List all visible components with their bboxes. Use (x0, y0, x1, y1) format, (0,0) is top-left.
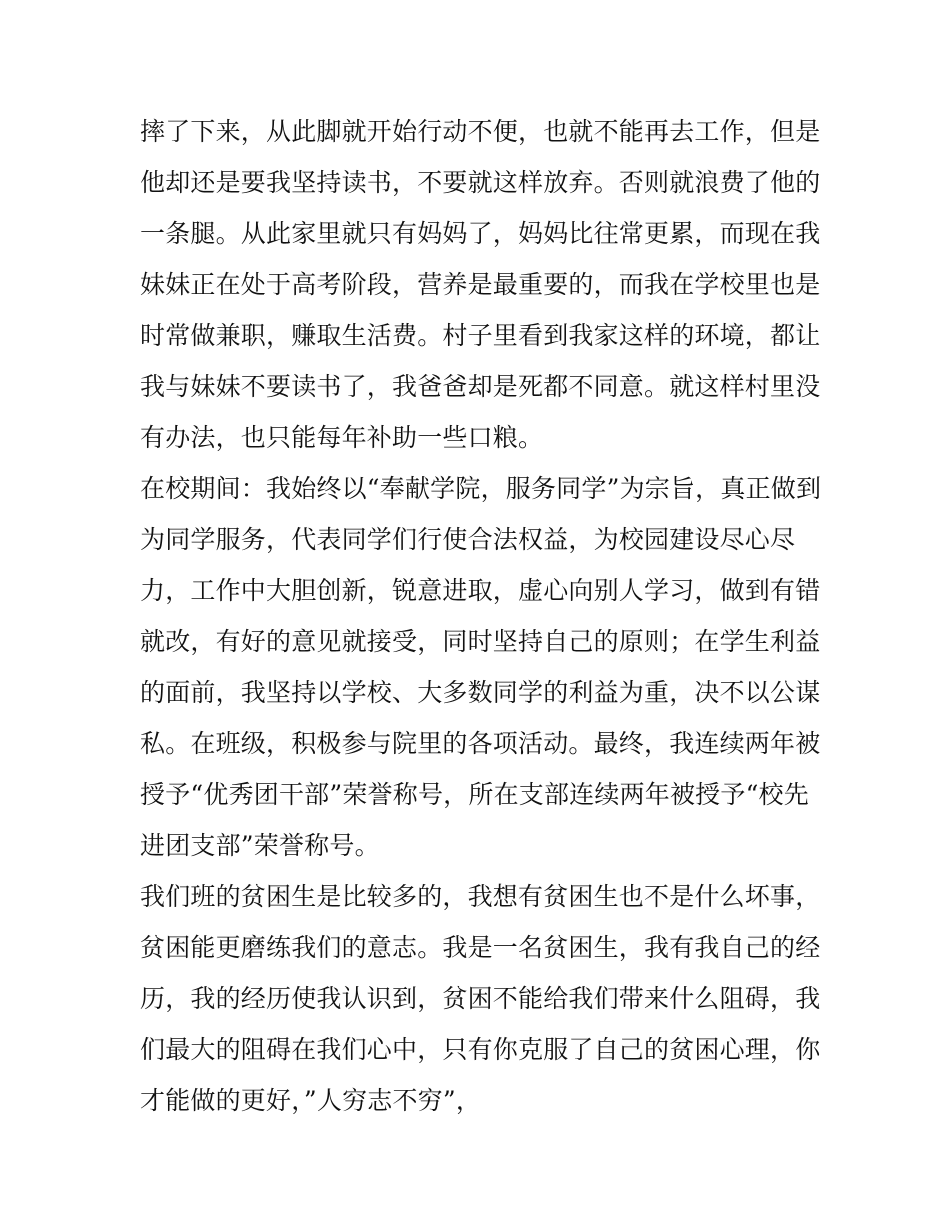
document-body (140, 106, 820, 1126)
text-line: 就改，有好的意见就接受，同时坚持自己的原则；在学生利益 (140, 627, 821, 656)
text-line: 一条腿。从此家里就只有妈妈了，妈妈比往常更累，而现在我 (140, 219, 821, 248)
text-line: 摔了下来，从此脚就开始行动不便，也就不能再去工作，但是 (140, 117, 821, 146)
text-line: 妹妹正在处于高考阶段，营养是最重要的，而我在学校里也是 (140, 270, 821, 299)
text-line: 在校期间：我始终以“奉献学院，服务同学”为宗旨，真正做到 (140, 474, 822, 503)
text-line: 私。在班级，积极参与院里的各项活动。最终，我连续两年被 (140, 729, 821, 758)
paragraph-poverty-reflection (140, 871, 820, 1126)
text-line: 们最大的阻碍在我们心中，只有你克服了自己的贫困心理，你 (140, 1035, 821, 1064)
paragraph-family-situation (140, 106, 820, 463)
text-line: 有办法，也只能每年补助一些口粮。 (140, 423, 544, 452)
text-line: 他却还是要我坚持读书，不要就这样放弃。否则就浪费了他的 (140, 168, 821, 197)
text-line: 进团支部”荣誉称号。 (140, 831, 380, 860)
text-line: 贫困能更磨练我们的意志。我是一名贫困生，我有我自己的经 (140, 933, 821, 962)
text-line: 历，我的经历使我认识到，贫困不能给我们带来什么阻碍，我 (140, 984, 821, 1013)
text-line: 授予“优秀团干部”荣誉称号，所在支部连续两年被授予“校先 (140, 780, 809, 809)
text-line: 力，工作中大胆创新，锐意进取，虚心向别人学习，做到有错 (140, 576, 821, 605)
text-line: 的面前，我坚持以学校、大多数同学的利益为重，决不以公谋 (140, 678, 821, 707)
text-line: 时常做兼职，赚取生活费。村子里看到我家这样的环境，都让 (140, 321, 821, 350)
text-line: 我们班的贫困生是比较多的，我想有贫困生也不是什么坏事， (140, 882, 821, 911)
text-line: 为同学服务，代表同学们行使合法权益，为校园建设尽心尽 (140, 525, 796, 554)
text-line: 我与妹妹不要读书了，我爸爸却是死都不同意。就这样村里没 (140, 372, 821, 401)
text-line: 才能做的更好，”人穷志不穷”， (140, 1086, 482, 1115)
paragraph-school-period (140, 463, 820, 871)
